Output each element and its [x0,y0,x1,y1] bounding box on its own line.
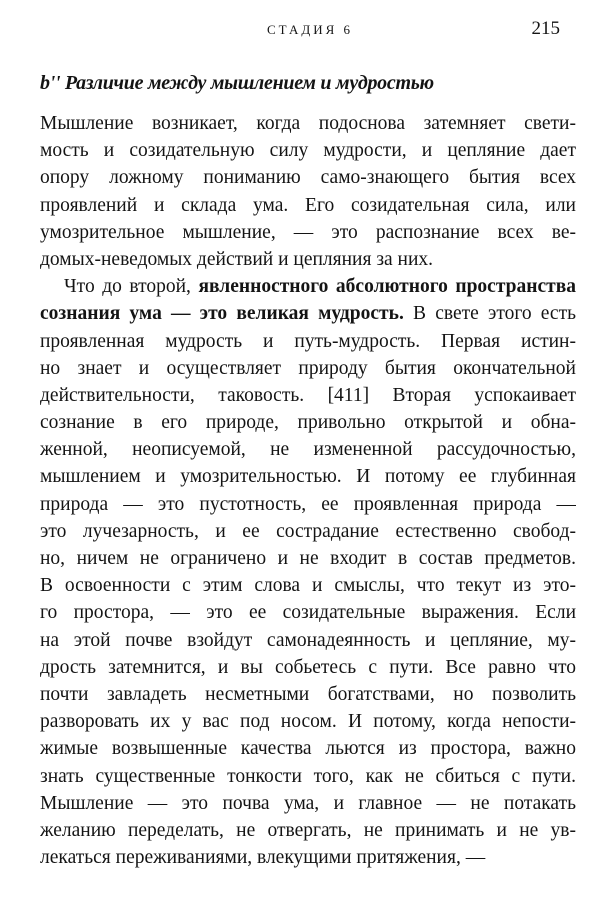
paragraph [40,273,576,871]
text-run: на этой почве взойдут самонадеянность и цепляние, му- [40,629,576,651]
text-line [40,654,576,681]
text-run: женной, неописуемой, не измененной рассудочностью, [40,439,576,461]
text-line [40,110,576,137]
text-line [40,164,576,191]
text-line [40,491,576,518]
text-run: знать существенные тонкости того, как не сбиться с пути. [40,765,576,787]
running-head [60,16,560,42]
text-run: разворовать их у вас под носом. И потому, когда непости- [40,711,576,733]
text-line [40,463,576,490]
text-line [40,763,576,790]
page-number: 215 [531,18,560,39]
text-run: В освоенности с этим слова и смыслы, что текут из это- [40,575,576,597]
text-run: Мышление возникает, когда подоснова затемняет свети- [40,113,576,134]
text-line [40,790,576,817]
text-run: лекаться переживаниями, влекущими притяжения, — [40,847,486,869]
text-line [40,137,576,164]
text-run: действительности, таковость. [411] Вторая успокаивает [40,384,576,406]
text-run: В свете этого есть [403,303,576,325]
text-line [40,545,576,572]
text-line [40,328,576,355]
bold-text: явленностного абсолютного пространства [198,276,576,298]
text-run: природа — это пустотность, ее проявленная природа — [40,493,576,515]
body-text [40,110,576,871]
paragraph [40,110,576,273]
text-run: почти завладеть несметными богатствами, но позволить [40,683,576,705]
bold-text: сознания ума — это великая мудрость. [40,303,404,325]
text-run: домых-неведомых действий и цепляния за них. [40,248,434,270]
text-run: Что до второй, [64,276,199,298]
text-line [40,572,576,599]
text-line [40,817,576,844]
text-run: это лучезарность, и ее сострадание естественно свобод- [40,520,576,542]
text-line [40,436,576,463]
text-line [40,708,576,735]
text-line [40,355,576,382]
text-run: Мышление — это почва ума, и главное — не потакать [40,792,576,814]
text-line [40,844,576,871]
text-run: умозрительное мышление, — это распознание всех ве- [40,221,576,243]
text-line [40,681,576,708]
text-line [40,192,576,219]
section-heading: b'' Различие между мышлением и мудростью [40,72,434,94]
text-run: жимые возвышенные качества льются из простора, важно [40,738,576,760]
text-line [40,300,576,327]
text-line [40,382,576,409]
text-run: но знает и осуществляет природу бытия окончательной [40,357,576,379]
text-line [40,219,576,246]
text-line [40,599,576,626]
text-run: проявлений и склада ума. Его созидательная сила, или [40,194,576,216]
text-line [40,409,576,436]
text-run: го простора, — это ее созидательные выражения. Если [40,602,576,624]
text-line [40,735,576,762]
text-run: мышлением и умозрительностью. И потому ее глубинная [40,466,576,488]
running-title: СТАДИЯ 6 [266,22,354,37]
text-run: желанию переделать, не отвергать, не принимать и не ув- [40,819,576,841]
text-line [40,246,576,273]
text-run: дрость затемнится, и вы собьетесь с пути. Все равно что [40,656,576,678]
text-line [40,627,576,654]
text-run: проявленная мудрость и путь-мудрость. Первая истин- [40,330,576,352]
text-run: сознание в его природе, привольно открытой и обна- [40,412,576,434]
text-run: мость и созидательную силу мудрости, и цепляние дает [40,140,576,162]
text-line [40,273,576,300]
text-line [40,518,576,545]
text-run: но, ничем не ограничено и не входит в состав предметов. [40,548,576,569]
text-run: опору ложному пониманию само-знающего бытия всех [40,167,576,189]
